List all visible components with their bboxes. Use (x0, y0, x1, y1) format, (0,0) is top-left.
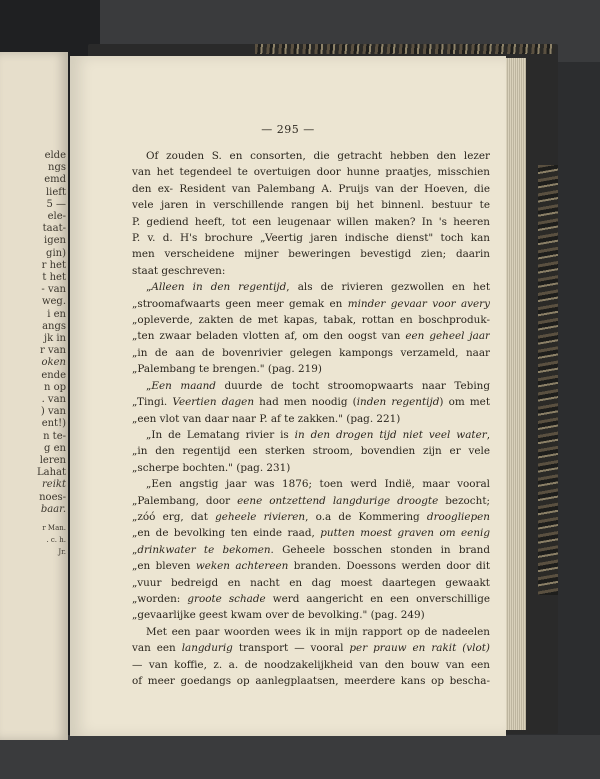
text-run: staat geschreven: (132, 264, 226, 277)
text-line (132, 148, 490, 164)
left-page-fragment: jk in (44, 333, 66, 344)
text-run: „opleverde, zakten de met kapas, tabak, rottan en boschproduk- (132, 314, 490, 327)
left-page-fragment: igen (44, 235, 66, 247)
left-page-fragment: t het (42, 272, 66, 283)
text-run: van het tegendeel te overtuigen door hunne praatjes, misschien (132, 166, 490, 179)
left-page-fragment: emd (44, 174, 66, 186)
italic-text: drinkwater te bekomen (137, 543, 271, 556)
left-page-fragment: lieft (45, 186, 66, 198)
text-run: , als de rivieren gezwollen en het (286, 281, 490, 294)
text-line (132, 197, 490, 213)
text-line (132, 279, 490, 295)
text-run: transport — vooral (232, 642, 350, 655)
backdrop-bottom (0, 735, 600, 779)
text-run: , (486, 428, 490, 441)
text-line (132, 411, 490, 427)
text-run: „ (132, 543, 138, 556)
text-line (132, 164, 490, 180)
left-page-fragment: reikt (42, 479, 66, 491)
text-line (132, 361, 490, 377)
text-run: ) om met (439, 396, 490, 409)
left-page-fragment: r van (39, 345, 66, 357)
left-page-fragment: elde (44, 150, 66, 161)
text-run: „scherpe bochten." (pag. 231) (132, 461, 291, 474)
text-line (132, 378, 490, 394)
italic-text: een geheel jaar (405, 330, 490, 343)
text-run: van een (132, 642, 182, 655)
left-page-fragment: ngs (48, 162, 66, 174)
left-page-fragment: 5 — (46, 198, 66, 210)
text-line (132, 181, 490, 197)
text-line (132, 558, 490, 574)
left-page-fragment: n op (43, 381, 66, 393)
left-page-fragment: r het (41, 259, 66, 271)
text-run: „ (146, 281, 152, 294)
left-page-fragment: ende (41, 369, 66, 381)
italic-text: geheele rivieren (215, 510, 306, 523)
text-run: „ten zwaar beladen vlotten af, om den oogst van (132, 330, 406, 343)
text-run: . Geheele bosschen stonden in brand (270, 543, 490, 556)
left-page-fragment: n te- (43, 430, 66, 442)
marbled-cover-side (538, 165, 558, 595)
text-run: of meer goedangs op aanlegplaatsen, meerdere kans op bescha- (132, 675, 490, 687)
text-line (132, 230, 490, 246)
text-line (132, 542, 490, 558)
text-run: bezocht; (438, 494, 490, 507)
text-run: „in de aan de bovenrivier gelegen kampongs verzameld, naar (132, 346, 490, 359)
page-stack-edge (504, 58, 526, 730)
right-page (70, 56, 506, 736)
text-run: werd aangericht en een onverschillige (265, 592, 490, 605)
text-run: „een vlot van daar naar P. af te zakken." (pag. 221) (132, 412, 401, 425)
italic-text: per prauw en rakit (vlot) (349, 642, 490, 655)
text-line (132, 673, 490, 689)
italic-text: eene ontzettend langdurige droogte (237, 494, 439, 507)
text-line (132, 345, 490, 361)
left-page-fragment: . c. h. (46, 536, 66, 545)
page-number: — 295 — (261, 123, 315, 136)
left-page-fragment: - van (41, 284, 66, 296)
italic-text: groote schade (187, 592, 266, 605)
italic-text: Een maand (151, 379, 216, 392)
italic-text: droogliepen (426, 510, 490, 523)
text-line (132, 493, 490, 509)
text-line (132, 624, 490, 640)
text-run: „Tingi. (132, 396, 173, 409)
text-line (132, 476, 490, 492)
text-run: „Palembang te brengen." (pag. 219) (132, 363, 322, 376)
text-run: „gevaarlijke geest kwam over de bevolking." (pag. 249) (132, 609, 425, 622)
text-line (132, 460, 490, 476)
text-line (132, 246, 490, 262)
marbled-cover-edge (255, 44, 555, 54)
text-line (132, 509, 490, 525)
text-run: men verscheidene mijner beweringen bevestigd zien; daarin (132, 248, 490, 261)
left-page-fragment: angs (42, 320, 66, 332)
text-line (132, 263, 490, 279)
text-line (132, 427, 490, 443)
left-page-fragment: baar. (40, 503, 66, 515)
left-page-fragment: r Man. (42, 524, 66, 532)
italic-text: weken achtereen (195, 560, 289, 573)
italic-text: minder gevaar voor avery (347, 297, 490, 310)
text-line (132, 328, 490, 344)
left-page-fragment: leren (39, 455, 66, 466)
text-run: Of zouden S. en consorten, die getracht hebben den lezer (146, 150, 490, 162)
left-page-fragment: taat- (42, 223, 66, 235)
left-page-fragment: ele- (47, 211, 66, 222)
text-run: „Palembang, door (132, 494, 238, 507)
text-run: „en bleven (132, 560, 196, 573)
text-run: „en de bevolking ten einde raad, (132, 527, 321, 540)
text-run: — van koffie, z. a. de noodzakelijkheid van den bouw van een (132, 658, 490, 671)
text-line (132, 312, 490, 328)
text-run: Met een paar woorden wees ik in mijn rapport op de nadeelen (146, 625, 490, 638)
left-page-fragment: g en (44, 442, 66, 454)
italic-text: in den drogen tijd niet veel water (294, 428, 487, 441)
left-page-fragment: weg. (41, 296, 66, 308)
left-page (0, 52, 68, 740)
text-run: , o.a de Kommering (305, 510, 427, 523)
italic-text: Alleen in den regentijd (151, 281, 287, 294)
text-run: „worden: (132, 592, 188, 605)
left-page-fragment: i en (47, 308, 66, 320)
left-page-fragment: noes- (39, 491, 66, 503)
text-line (132, 394, 490, 410)
text-run: P. v. d. H's brochure „Veertig jaren indische dienst" toch kan (132, 232, 490, 245)
italic-text: putten moest graven om eenig (320, 527, 490, 540)
text-line (132, 214, 490, 230)
italic-text: Veertien dagen (172, 396, 255, 409)
text-line (132, 591, 490, 607)
text-run: „ (146, 379, 152, 392)
text-line (132, 657, 490, 673)
left-page-fragment: oken (41, 357, 66, 369)
left-page-fragment: Jr. (58, 548, 66, 557)
text-line (132, 575, 490, 591)
text-line (132, 296, 490, 312)
text-run: „zóó erg, dat (132, 510, 216, 523)
italic-text: inden regentijd (356, 396, 440, 409)
text-line (132, 640, 490, 656)
text-run: „in den regentijd een sterken stroom, bovendien zijn er vele (132, 445, 490, 458)
text-run: vele jaren in verschillende rangen bij het binnenl. bestuur te (132, 199, 490, 212)
text-line (132, 443, 490, 459)
text-run: „Een angstig jaar was 1876; toen werd Indië, maar vooral (146, 478, 490, 491)
text-run: „vuur bedreigd en nacht en dag moest daartegen gewaakt (132, 576, 490, 589)
left-page-fragment: ent!) (41, 418, 66, 430)
text-run: den ex- Resident van Palembang A. Pruijs van der Hoeven, die (132, 182, 490, 195)
text-line (132, 525, 490, 541)
left-page-fragment: gin) (46, 247, 66, 259)
left-page-fragment: Lahat (36, 467, 66, 479)
left-page-fragment: ) van (40, 406, 66, 418)
text-run: had men noodig ( (254, 396, 357, 409)
left-page-fragment: . van (41, 394, 66, 405)
text-run: branden. Doessons werden door dit (288, 560, 490, 573)
text-line (132, 607, 490, 623)
italic-text: langdurig (181, 642, 233, 655)
text-run: duurde de tocht stroomopwaarts naar Tebing (215, 379, 490, 392)
body-text (132, 148, 490, 689)
text-run: „stroomafwaarts geen meer gemak en (132, 297, 348, 310)
text-run: „In de Lematang rivier is (146, 428, 295, 441)
text-run: P. gediend heeft, tot een leugenaar willen maken? In 's heeren (132, 215, 490, 228)
